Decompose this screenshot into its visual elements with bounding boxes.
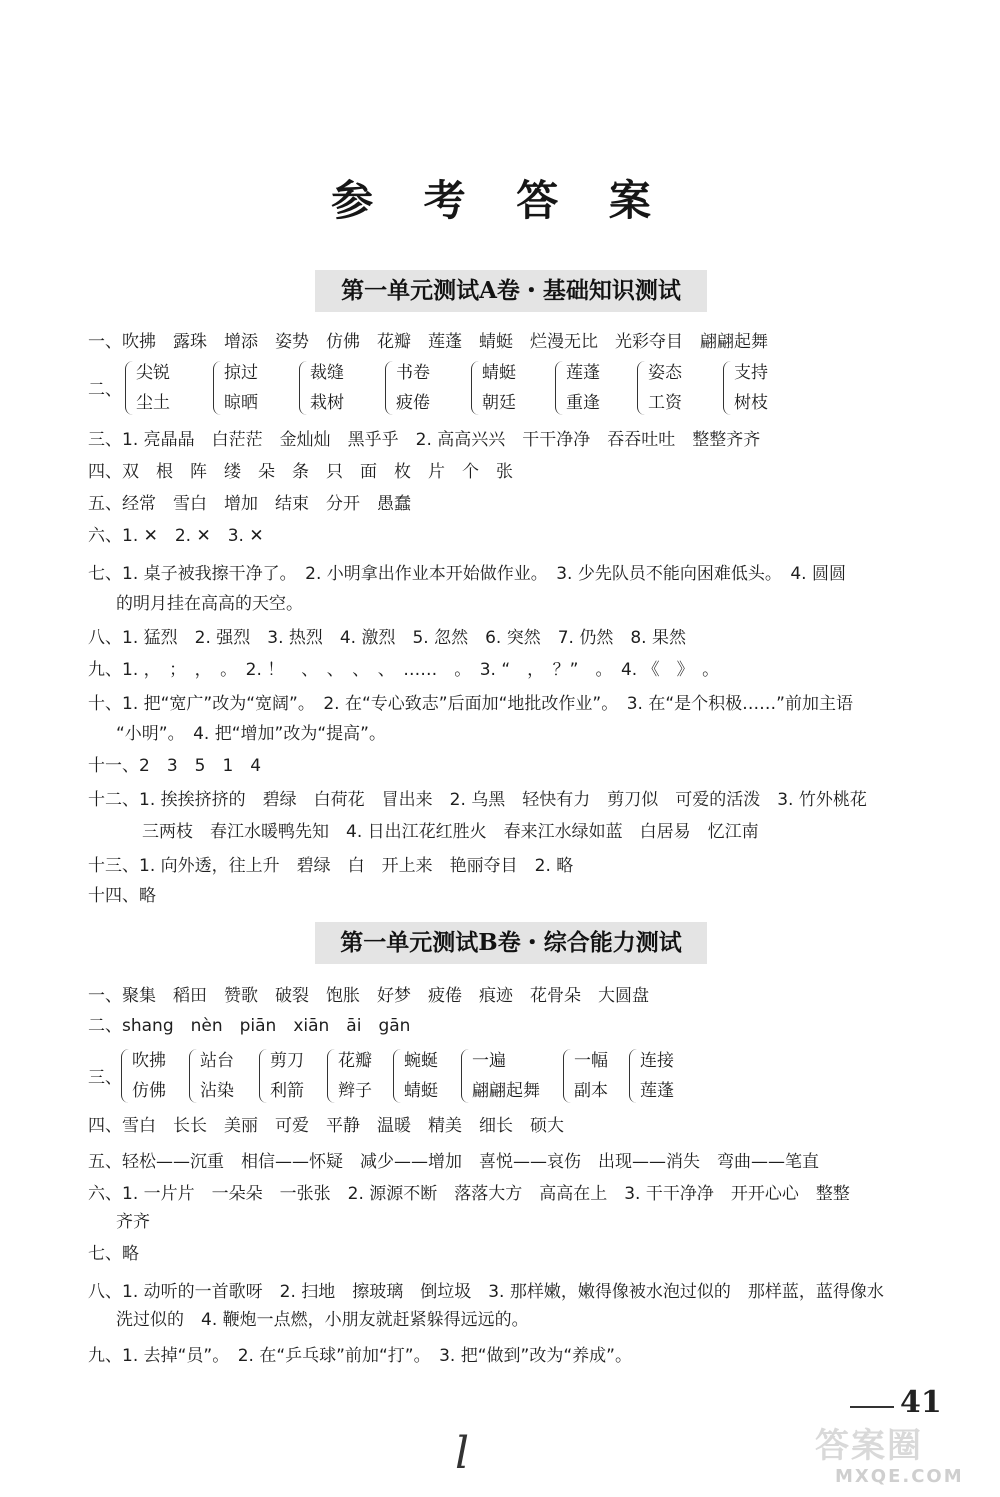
word-pair: 一遍 翩翩起舞: [458, 1046, 540, 1106]
a-q2-pairs: [88, 358, 928, 418]
a-q2-label: 二、: [88, 380, 122, 400]
a-q7-line2: 的明月挂在高高的天空。: [116, 594, 303, 614]
b-q3-pairs: [88, 1046, 928, 1106]
page-number-dash: [850, 1406, 894, 1408]
a-q10-line1: 十、1. 把“宽广”改为“宽阔”。 2. 在“专心致志”后面加“地批改作业”。 3. 在“是个积极……”前加主语: [88, 694, 853, 714]
watermark-url: MXQE.COM: [835, 1466, 964, 1487]
word-pair: 花瓣 辫子: [324, 1046, 372, 1106]
a-q13: 十三、1. 向外透，往上升 碧绿 白 开上来 艳丽夺目 2. 略: [88, 856, 574, 876]
a-q12-line2: 三两枝 春江水暖鸭先知 4. 日出江花红胜火 春来江水绿如蓝 白居易 忆江南: [142, 822, 759, 842]
word-pair: 蜻蜓 朝廷: [468, 358, 516, 418]
section-b-heading: 第一单元测试B卷・综合能力测试: [315, 922, 707, 964]
word-pair: 支持 树枝: [720, 358, 768, 418]
word-pair: 莲蓬 重逢: [552, 358, 600, 418]
a-q9: 九、1. ， ； ， 。 2. ！ 、 、 、 、 …… 。 3. “ ， ？” 。 4. 《 》 。: [88, 660, 720, 680]
word-pair: 连接 莲蓬: [626, 1046, 674, 1106]
word-pair: 姿态 工资: [634, 358, 682, 418]
a-q8: 八、1. 猛烈 2. 强烈 3. 热烈 4. 激烈 5. 忽然 6. 突然 7. 仍然 8. 果然: [88, 628, 686, 648]
a-q1: 一、吹拂 露珠 增添 姿势 仿佛 花瓣 莲蓬 蜻蜓 烂漫无比 光彩夺目 翩翩起舞: [88, 332, 768, 352]
word-pair: 吹拂 仿佛: [118, 1046, 166, 1106]
handwritten-mark: l: [455, 1428, 470, 1479]
a-q12-line1: 十二、1. 挨挨挤挤的 碧绿 白荷花 冒出来 2. 乌黑 轻快有力 剪刀似 可爱的活泼 3. 竹外桃花: [88, 790, 867, 810]
a-q6: 六、1. ✕ 2. ✕ 3. ✕: [88, 526, 264, 546]
b-q8-line1: 八、1. 动听的一首歌呀 2. 扫地 擦玻璃 倒垃圾 3. 那样嫩，嫩得像被水泡过似的 那样蓝，蓝得像水: [88, 1282, 884, 1302]
a-q5: 五、经常 雪白 增加 结束 分开 愚蠢: [88, 494, 411, 514]
section-a-heading: 第一单元测试A卷・基础知识测试: [315, 270, 707, 312]
page-title: 参 考 答 案: [331, 176, 669, 225]
b-q5: 五、轻松——沉重 相信——怀疑 减少——增加 喜悦——哀伤 出现——消失 弯曲——笔直: [88, 1152, 819, 1172]
b-q3-label: 三、: [88, 1068, 122, 1088]
word-pair: 尖锐 尘土: [122, 358, 170, 418]
a-q4: 四、双 根 阵 缕 朵 条 只 面 枚 片 个 张: [88, 462, 513, 482]
word-pair: 掠过 晾晒: [210, 358, 258, 418]
b-q8-line2: 洗过似的 4. 鞭炮一点燃，小朋友就赶紧躲得远远的。: [116, 1310, 529, 1330]
b-q4: 四、雪白 长长 美丽 可爱 平静 温暖 精美 细长 硕大: [88, 1116, 564, 1136]
watermark-logo-text: 答案圈: [815, 1426, 923, 1466]
word-pair: 剪刀 利箭: [256, 1046, 304, 1106]
b-q2: 二、shang nèn piān xiān āi gān: [88, 1016, 411, 1036]
page-number: 41: [900, 1385, 942, 1420]
site-watermark: [815, 1418, 995, 1494]
word-pair: 书卷 疲倦: [382, 358, 430, 418]
a-q7-line1: 七、1. 桌子被我擦干净了。 2. 小明拿出作业本开始做作业。 3. 少先队员不能向困难低头。 4. 圆圆: [88, 564, 846, 584]
word-pair: 一幅 副本: [560, 1046, 608, 1106]
word-pair: 站台 沾染: [186, 1046, 234, 1106]
a-q10-line2: “小明”。 4. 把“增加”改为“提高”。: [116, 724, 386, 744]
b-q9: 九、1. 去掉“员”。 2. 在“乒乓球”前加“打”。 3. 把“做到”改为“养成”。: [88, 1346, 632, 1366]
b-q1: 一、聚集 稻田 赞歌 破裂 饱胀 好梦 疲倦 痕迹 花骨朵 大圆盘: [88, 986, 649, 1006]
b-q6-line2: 齐齐: [116, 1212, 150, 1232]
word-pair: 裁缝 栽树: [296, 358, 344, 418]
b-q6-line1: 六、1. 一片片 一朵朵 一张张 2. 源源不断 落落大方 高高在上 3. 干干净净 开开心心 整整: [88, 1184, 850, 1204]
word-pair: 蜿蜒 蜻蜓: [390, 1046, 438, 1106]
a-q3: 三、1. 亮晶晶 白茫茫 金灿灿 黑乎乎 2. 高高兴兴 干干净净 吞吞吐吐 整整齐齐: [88, 430, 761, 450]
a-q14: 十四、略: [88, 886, 156, 906]
a-q11: 十一、2 3 5 1 4: [88, 756, 262, 776]
b-q7: 七、略: [88, 1244, 139, 1264]
